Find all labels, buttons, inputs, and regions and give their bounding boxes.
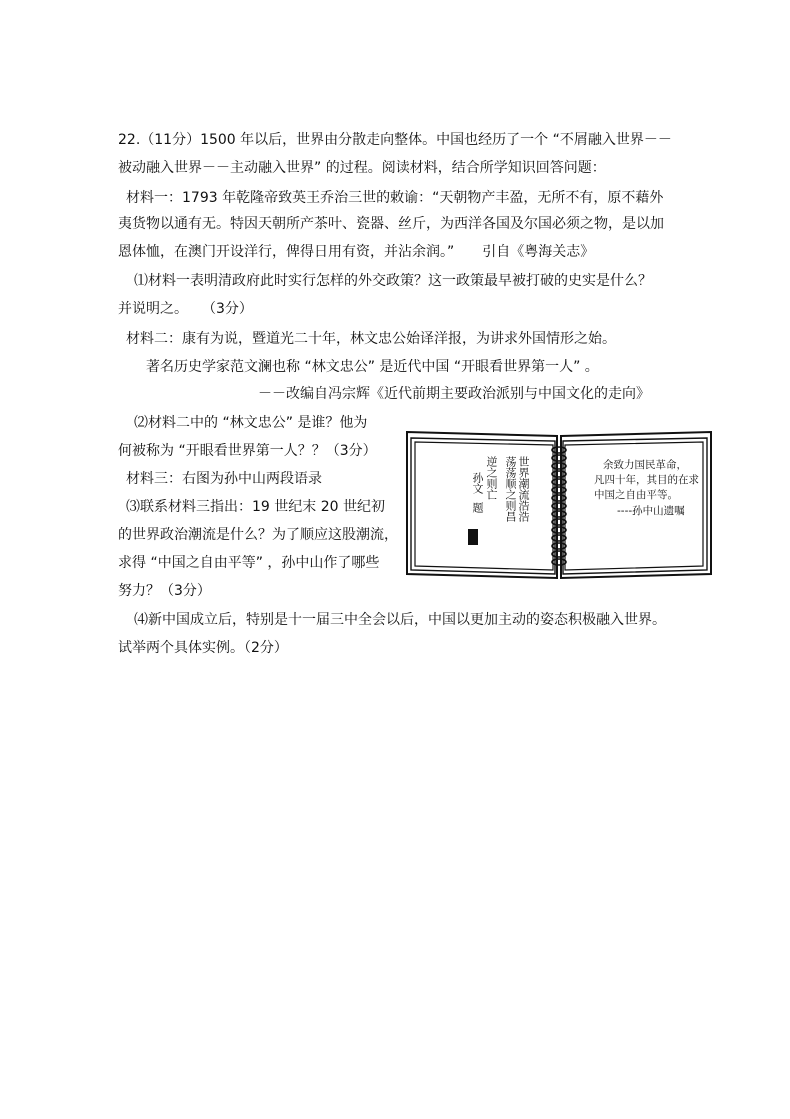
material-2-line-2: 著名历史学家范文澜也称 “林文忠公” 是近代中国 “开眼看世界第一人” 。 — [146, 359, 599, 375]
material-1-line-2: 夷货物以通有无。特因天朝所产茶叶、瓷器、丝斤，为西洋各国及尔国必须之物，是以加 — [118, 216, 664, 232]
material-3: 材料三：右图为孙中山两段语录 — [126, 471, 322, 487]
material-1-line-1: 材料一：1793 年乾隆帝致英王乔治三世的敕谕：“天朝物产丰盈，无所不有，原不藉外 — [126, 190, 664, 206]
right-page-line-1: 余致力国民革命， — [603, 459, 687, 471]
sub-question-3-line-2: 的世界政治潮流是什么？为了顺应这股潮流， — [118, 527, 398, 543]
right-page-line-2: 凡四十年，其目的在求 — [594, 474, 699, 486]
material-1-line-3: 恩体恤，在澳门开设洋行，俾得日用有资，并沾余润。” 引自《粤海关志》 — [118, 244, 595, 260]
left-page-col-4: 孙文 — [471, 472, 484, 494]
left-page-col-3: 逆之则亡 — [485, 456, 498, 500]
sub-question-2-line-1: ⑵材料二中的 “林文忠公” 是谁？他为 — [134, 415, 368, 431]
seal-stamp — [468, 529, 478, 545]
material-2-line-1: 材料二：康有为说，暨道光二十年，林文忠公始译洋报，为讲求外国情形之始。 — [126, 331, 616, 347]
right-page-line-3: 中国之自由平等。 — [594, 489, 678, 501]
sub-question-1-line-2: 并说明之。 （3分） — [118, 301, 253, 317]
sub-question-4-line-1: ⑷新中国成立后，特别是十一届三中全会以后，中国以更加主动的姿态积极融入世界。 — [134, 612, 666, 628]
sub-question-4-line-2: 试举两个具体实例。（2分） — [118, 640, 288, 656]
sub-question-3-line-4: 努力？（3分） — [118, 583, 211, 599]
book-figure — [405, 428, 713, 582]
sub-question-3-line-1: ⑶联系材料三指出：19 世纪末 20 世纪初 — [126, 499, 385, 515]
right-page-line-4: ----孙中山遗嘱 — [617, 505, 685, 517]
left-page-col-5: 题 — [471, 502, 484, 513]
question-line-1: 22.（11分）1500 年以后，世界由分散走向整体。中国也经历了一个 “不屑融入世界－－ — [118, 132, 672, 148]
question-line-2: 被动融入世界－－主动融入世界” 的过程。阅读材料，结合所学知识回答问题： — [118, 160, 606, 176]
sub-question-2-line-2: 何被称为 “开眼看世界第一人？？（3分） — [118, 443, 377, 459]
sub-question-1-line-1: ⑴材料一表明清政府此时实行怎样的外交政策？这一政策最早被打破的史实是什么？ — [134, 273, 652, 289]
left-page-col-2: 荡荡顺之则昌 — [504, 456, 517, 522]
sub-question-3-line-3: 求得 “中国之自由平等” ，孙中山作了哪些 — [118, 555, 380, 571]
material-2-source: －－改编自冯宗辉《近代前期主要政治派别与中国文化的走向》 — [258, 386, 650, 402]
left-page-col-1: 世界潮流浩浩 — [517, 456, 530, 522]
